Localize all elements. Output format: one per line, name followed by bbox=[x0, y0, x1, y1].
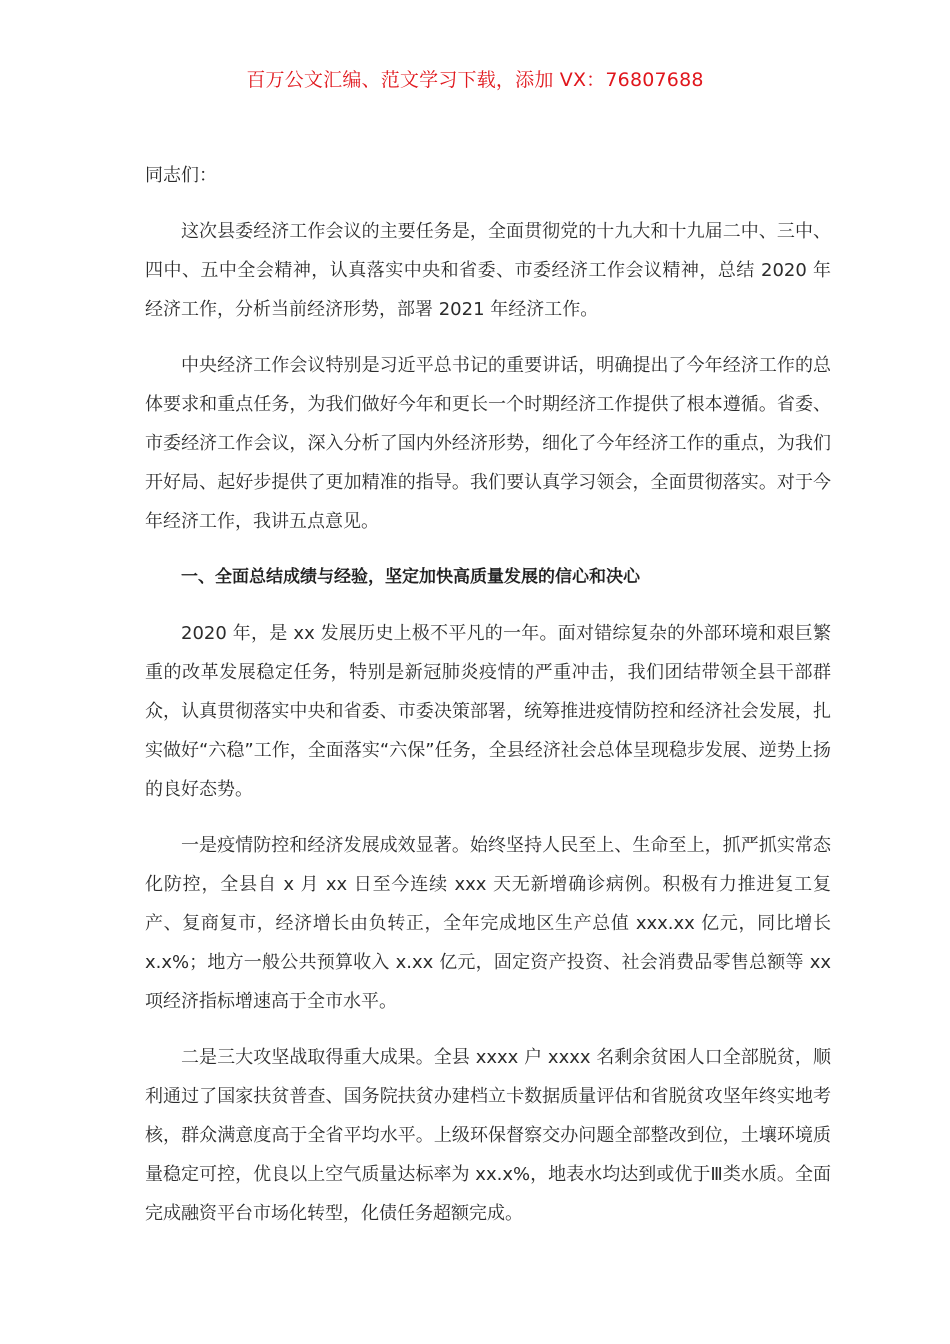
paragraph-central-conference: 中央经济工作会议特别是习近平总书记的重要讲话，明确提出了今年经济工作的总体要求和重点任务，为我们做好今年和更长一个时期经济工作提供了根本遵循。省委、市委经济工作会议，深入分析了国内外经济形势，细化了今年经济工作的重点，为我们开好局、起好步提供了更加精准的指导。我们要认真学习领会，全面贯彻落实。对于今年经济工作，我讲五点意见。 bbox=[145, 355, 831, 532]
document-body bbox=[145, 156, 831, 1233]
watermark-banner: 百万公文汇编、范文学习下载，添加 VX：76807688 bbox=[246, 69, 704, 91]
paragraph-epidemic-economy: 一是疫情防控和经济发展成效显著。始终坚持人民至上、生命至上，抓严抓实常态化防控，全县自 x 月 xx 日至今连续 xxx 天无新增确诊病例。积极有力推进复工复产、复商复市，经济增长由负转正，全年完成地区生产总值 xxx.xx 亿元，同比增长 x.x%；地方一般公共预算收入 x.xx 亿元，固定资产投资、社会消费品零售总额等 xx 项经济指标增速高于全市水平。 bbox=[145, 835, 831, 1012]
section-heading-1: 一、全面总结成绩与经验，坚定加快高质量发展的信心和决心 bbox=[181, 567, 640, 587]
paragraph-three-battles: 二是三大攻坚战取得重大成果。全县 xxxx 户 xxxx 名剩余贫困人口全部脱贫，顺利通过了国家扶贫普查、国务院扶贫办建档立卡数据质量评估和省脱贫攻坚年终实地考核，群众满意度高于全省平均水平。上级环保督察交办问题全部整改到位，土壤环境质量稳定可控，优良以上空气质量达标率为 xx.x%，地表水均达到或优于Ⅲ类水质。全面完成融资平台市场化转型，化债任务超额完成。 bbox=[145, 1047, 831, 1224]
paragraph-2020-review: 2020 年，是 xx 发展历史上极不平凡的一年。面对错综复杂的外部环境和艰巨繁重的改革发展稳定任务，特别是新冠肺炎疫情的严重冲击，我们团结带领全县干部群众，认真贯彻落实中央和省委、市委决策部署，统筹推进疫情防控和经济社会发展，扎实做好“六稳”工作，全面落实“六保”任务，全县经济社会总体呈现稳步发展、逆势上扬的良好态势。 bbox=[145, 623, 831, 800]
paragraph-meeting-tasks: 这次县委经济工作会议的主要任务是，全面贯彻党的十九大和十九届二中、三中、四中、五中全会精神，认真落实中央和省委、市委经济工作会议精神，总结 2020 年经济工作，分析当前经济形势，部署 2021 年经济工作。 bbox=[145, 221, 831, 320]
salutation: 同志们： bbox=[145, 165, 217, 186]
